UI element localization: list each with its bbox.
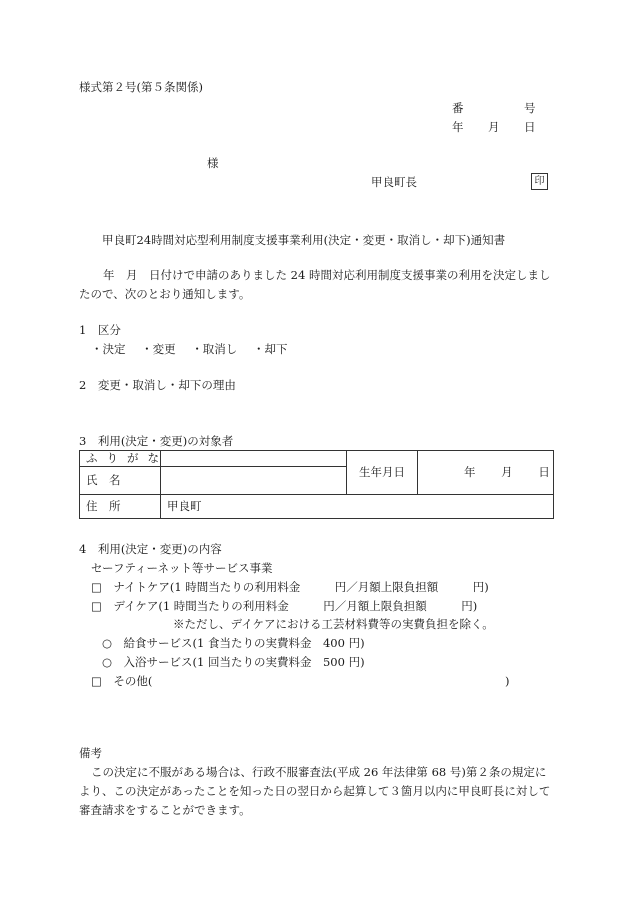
birth-year: 年 xyxy=(464,465,476,479)
option-cancel: ・取消し xyxy=(191,342,238,356)
day-care-line: □ デイケア(1 時間当たりの利用料金 円／月額上限負担額 円) xyxy=(91,599,478,613)
section1-options xyxy=(91,342,287,356)
issuer: 甲良町長 xyxy=(371,175,417,189)
option-decision: ・決定 xyxy=(91,342,126,356)
address-label-text: 住 所 xyxy=(86,499,121,513)
meal-service-line: ○ 給食サービス(1 食当たりの実費料金 400 円) xyxy=(102,636,365,650)
section4-heading: 4 利用(決定・変更)の内容 xyxy=(79,542,222,556)
addressee-suffix: 様 xyxy=(207,156,219,170)
date-day: 日 xyxy=(524,120,536,134)
section3-heading: 3 利用(決定・変更)の対象者 xyxy=(79,434,234,448)
number-label: 番 xyxy=(452,101,464,115)
document-title: 甲良町24時間対応型利用制度支援事業利用(決定・変更・取消し・却下)通知書 xyxy=(102,233,506,247)
intro-paragraph: 年 月 日付けで申請のありました 24 時間対応利用制度支援事業の利用を決定しましたので、次のとおり通知します。 xyxy=(79,268,551,301)
date-month: 月 xyxy=(488,120,500,134)
address-field[interactable]: 甲良町 xyxy=(161,495,554,519)
seal-stamp: 印 xyxy=(531,173,548,190)
date-year: 年 xyxy=(452,120,464,134)
furigana-field[interactable] xyxy=(161,451,347,467)
target-person-table xyxy=(79,450,554,519)
section4-subheading: セーフティーネット等サービス事業 xyxy=(91,561,273,575)
birth-label: 生年月日 xyxy=(347,451,418,495)
bath-service-line: ○ 入浴サービス(1 回当たりの実費料金 500 円) xyxy=(102,655,365,669)
birth-field[interactable] xyxy=(418,451,554,495)
furigana-label xyxy=(80,451,168,467)
day-care-note: ※ただし、デイケアにおける工芸材料費等の実費負担を除く。 xyxy=(173,617,494,631)
name-field[interactable] xyxy=(161,467,347,495)
other-line-open: □ その他( xyxy=(91,674,153,688)
number-suffix: 号 xyxy=(524,101,536,115)
name-label xyxy=(80,467,161,495)
furigana-label-value: ふりがな xyxy=(86,451,168,465)
option-reject: ・却下 xyxy=(252,342,288,356)
remarks-heading: 備考 xyxy=(79,746,102,760)
section2-heading: 2 変更・取消し・却下の理由 xyxy=(79,378,236,392)
remarks-text: この決定に不服がある場合は、行政不服審査法(平成 26 年法律第 68 号)第２条の規定により、この決定があったことを知った日の翌日から起算して３箇月以内に甲良町長に対して審査請求をすることができます。 xyxy=(79,765,551,817)
birth-month: 月 xyxy=(501,465,513,479)
birth-day: 日 xyxy=(538,465,550,479)
section1-heading: 1 区分 xyxy=(79,323,121,337)
night-care-line: □ ナイトケア(1 時間当たりの利用料金 円／月額上限負担額 円) xyxy=(91,580,489,594)
form-number: 様式第２号(第５条関係) xyxy=(79,80,203,94)
furigana-label-text xyxy=(86,451,168,465)
other-line-close: ) xyxy=(505,674,510,688)
address-label xyxy=(80,495,161,519)
option-change: ・変更 xyxy=(141,342,176,356)
name-label-text: 氏 名 xyxy=(86,473,121,487)
